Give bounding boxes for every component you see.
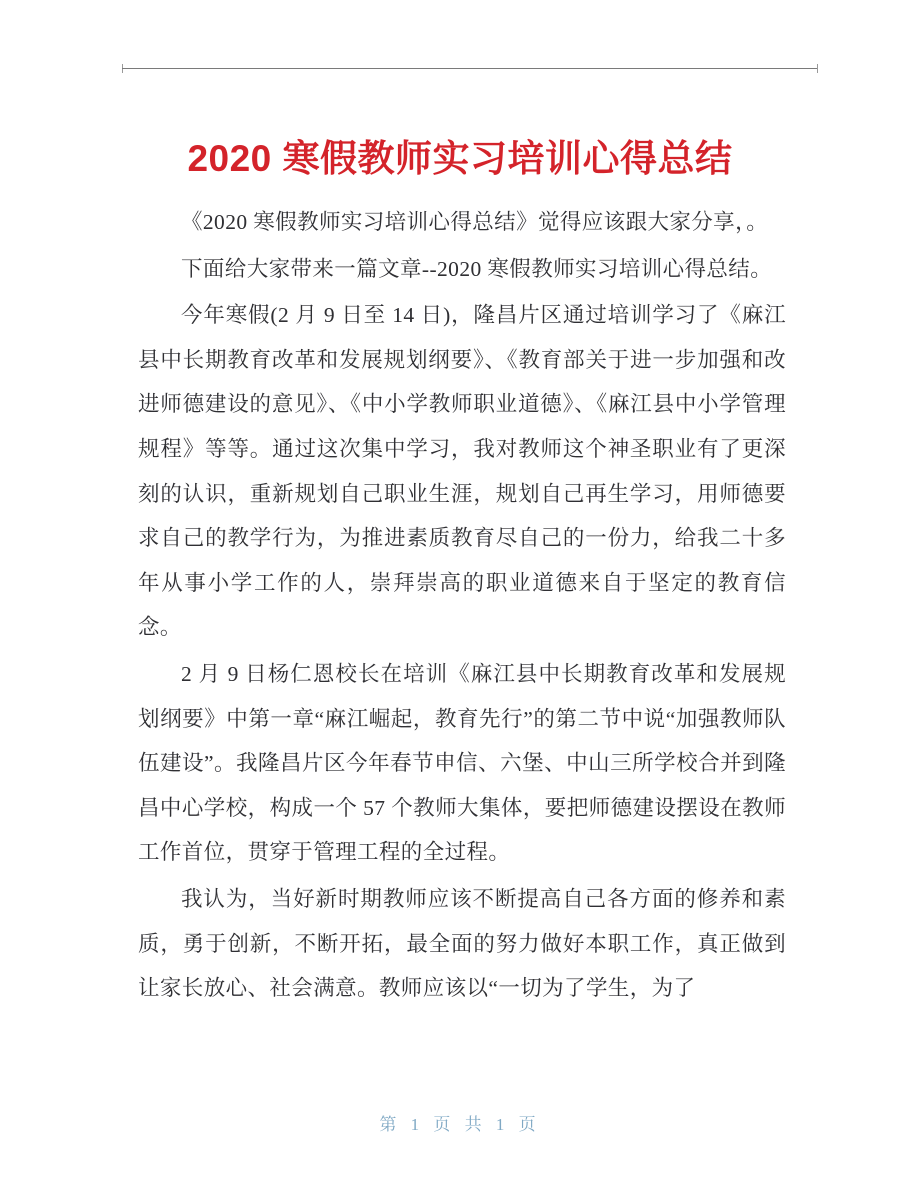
paragraph-5: 我认为，当好新时期教师应该不断提高自己各方面的修养和素质，勇于创新，不断开拓，最全面的努力做好本职工作，真正做到让家长放心、社会满意。教师应该以“一切为了学生，为了 bbox=[138, 886, 786, 1001]
header-rule-line bbox=[122, 68, 818, 69]
page-number-footer: 第 1 页 共 1 页 bbox=[379, 1115, 541, 1134]
paragraph-1: 《2020 寒假教师实习培训心得总结》觉得应该跟大家分享，。 bbox=[181, 210, 769, 234]
paragraph-4: 2 月 9 日杨仁恩校长在培训《麻江县中长期教育改革和发展规划纲要》中第一章“麻江崛起，教育先行”的第二节中说“加强教师队伍建设”。我隆昌片区今年春节申信、六堡、中山三所学校合并到隆昌中心学校，构成一个 57 个教师大集体，要把师德建设摆设在教师工作首位，贯穿于管理工程的全过程。 bbox=[138, 661, 786, 865]
paragraph-3: 今年寒假(2 月 9 日至 14 日)，隆昌片区通过培训学习了《麻江县中长期教育改革和发展规划纲要》、《教育部关于进一步加强和改进师德建设的意见》、《中小学教师职业道德》、《麻江县中小学管理规程》等等。通过这次集中学习，我对教师这个神圣职业有了更深刻的认识，重新规划自己职业生涯，规划自己再生学习，用师德要求自己的教学行为，为推进素质教育尽自己的一份力，给我二十多年从事小学工作的人，崇拜崇高的职业道德来自于坚定的教育信念。 bbox=[138, 303, 786, 640]
document-title: 2020 寒假教师实习培训心得总结 bbox=[187, 137, 733, 179]
document-body bbox=[138, 200, 786, 1013]
header-rule-tick-right bbox=[817, 64, 818, 73]
paragraph-2: 下面给大家带来一篇文章--2020 寒假教师实习培训心得总结。 bbox=[181, 256, 773, 281]
header-rule bbox=[122, 62, 818, 76]
